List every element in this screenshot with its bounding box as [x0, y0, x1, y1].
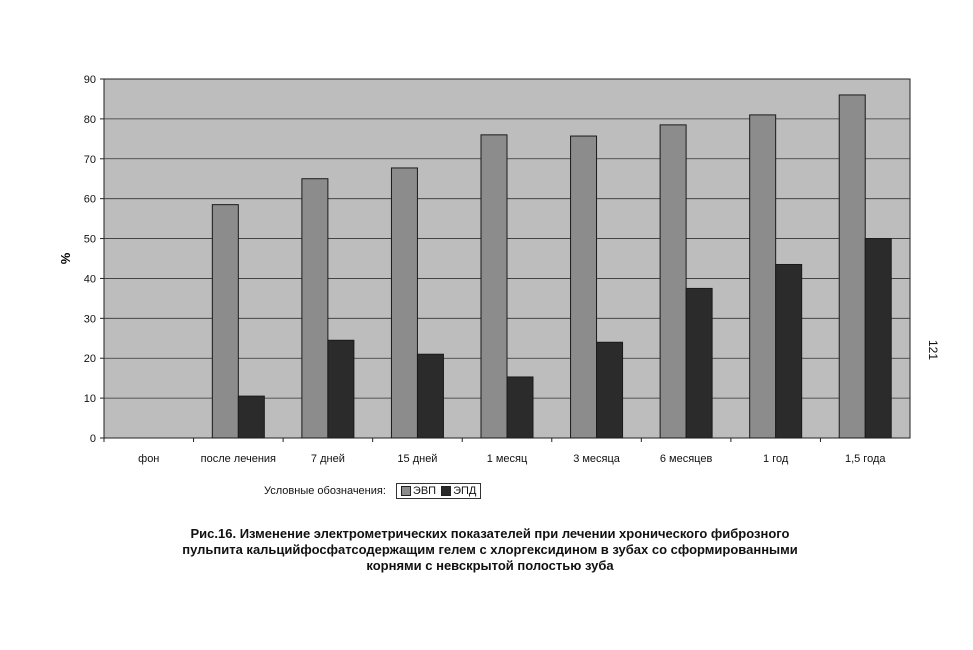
legend-item-evp [401, 485, 436, 497]
y-tick-label: 40 [83, 273, 96, 286]
bar-evp [750, 115, 776, 438]
y-axis-ticks [84, 74, 104, 445]
legend-swatch-evp [401, 486, 411, 496]
bar-evp [212, 205, 238, 438]
x-tick-label: 1 месяц [486, 453, 528, 465]
y-tick-label: 60 [83, 193, 96, 206]
y-tick-label: 70 [83, 153, 96, 166]
page-number: 121 [926, 340, 940, 361]
legend [264, 483, 481, 499]
bar-epd [865, 239, 891, 438]
y-axis-label: % [58, 252, 73, 265]
legend-label-evp: ЭВП [412, 485, 437, 497]
bar-evp [302, 179, 328, 438]
bar-evp [660, 125, 686, 438]
legend-box [396, 483, 481, 499]
x-tick-label: 1,5 года [844, 453, 886, 465]
x-tick-label: 3 месяца [573, 453, 620, 465]
x-tick-label: 6 месяцев [659, 453, 713, 465]
bar-evp [481, 135, 507, 438]
x-tick-label: 7 дней [310, 453, 345, 465]
bar-epd [776, 264, 802, 438]
figure-caption [100, 526, 880, 574]
legend-title: Условные обозначения: [264, 485, 386, 497]
caption-line-3: корнями с невскрытой полостью зуба [366, 558, 614, 573]
legend-item-epd [441, 485, 476, 497]
y-tick-label: 80 [83, 113, 96, 126]
x-tick-label: 15 дней [397, 453, 438, 465]
bar-evp [839, 95, 865, 438]
x-tick-label: 1 год [763, 453, 789, 465]
y-tick-label: 30 [83, 313, 96, 326]
legend-swatch-epd [441, 486, 451, 496]
bar-epd [238, 396, 264, 438]
bar-epd [507, 377, 533, 438]
bar-epd [417, 354, 443, 438]
y-tick-label: 0 [89, 433, 96, 445]
y-tick-label: 50 [83, 233, 96, 246]
y-tick-label: 90 [83, 74, 96, 86]
caption-line-2: пульпита кальцийфосфатсодержащим гелем с хлоргексидином в зубах со сформированными [182, 542, 798, 557]
y-tick-label: 20 [83, 353, 96, 366]
y-tick-label: 10 [83, 393, 96, 406]
x-tick-label: после лечения [200, 453, 277, 465]
bar-epd [328, 340, 354, 438]
caption-line-1: Рис.16. Изменение электрометрических показателей при лечении хронического фиброзного [190, 526, 790, 541]
x-tick-label: фон [138, 453, 160, 465]
x-axis-ticks [104, 438, 886, 465]
bar-epd [597, 342, 623, 438]
bar-evp [571, 136, 597, 438]
bar-epd [686, 288, 712, 438]
bar-evp [391, 168, 417, 438]
legend-label-epd: ЭПД [453, 485, 477, 497]
